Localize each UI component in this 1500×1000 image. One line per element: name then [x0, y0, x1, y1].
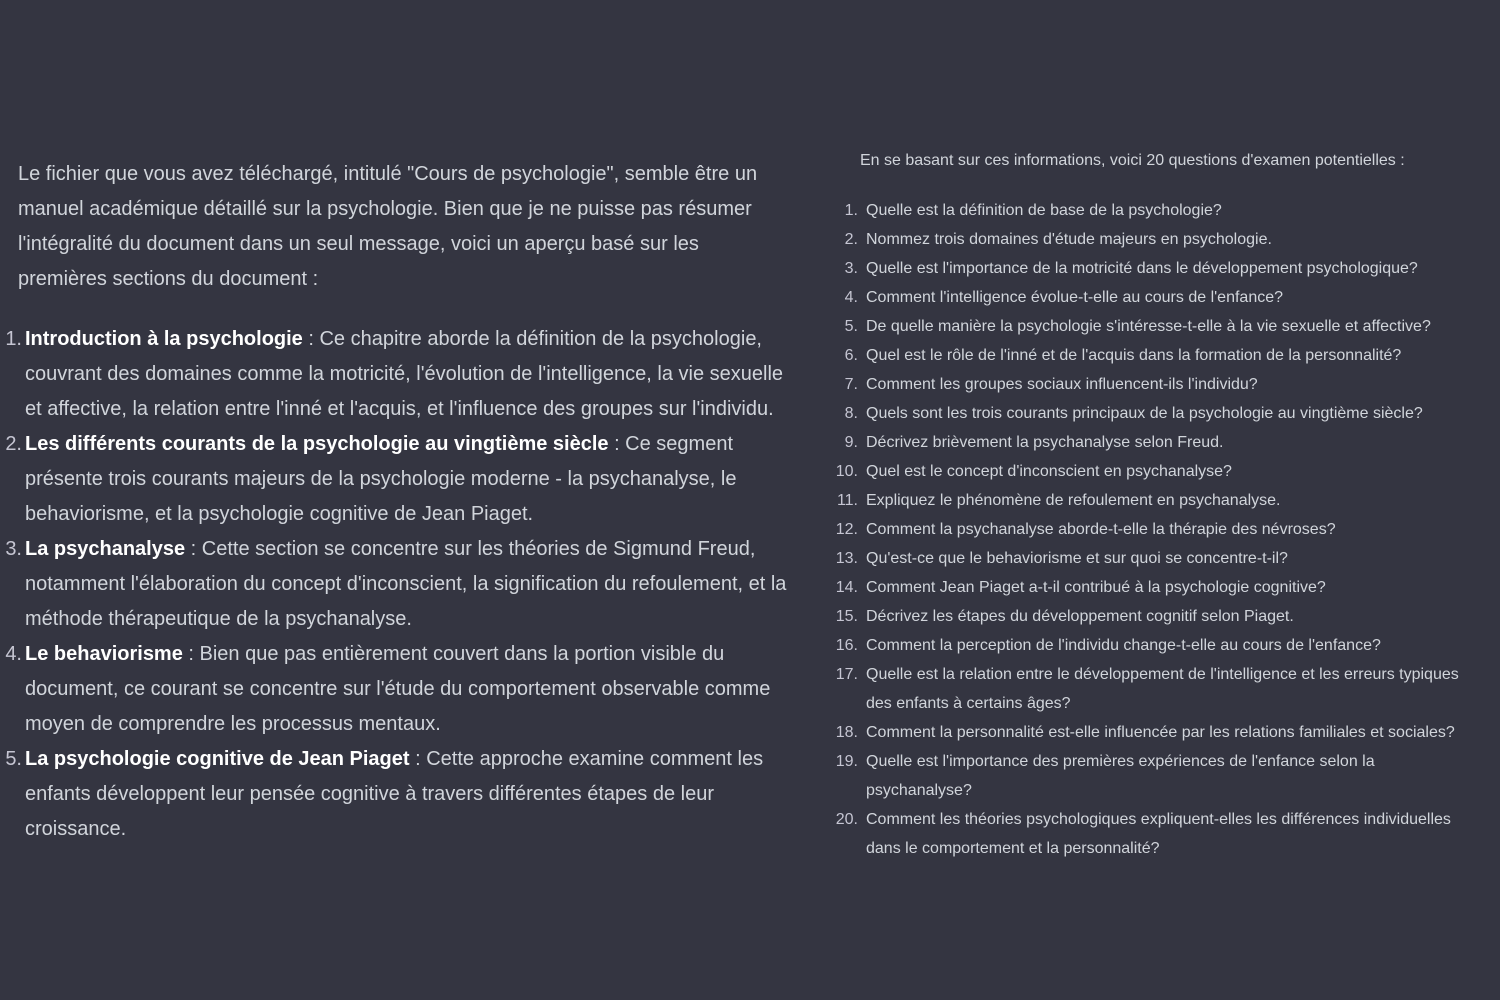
question-item [832, 312, 1482, 341]
question-text: Qu'est-ce que le behaviorisme et sur quoi se concentre-t-il? [866, 550, 1288, 567]
question-item [832, 196, 1482, 225]
question-item [832, 370, 1482, 399]
question-text: Comment la personnalité est-elle influencée par les relations familiales et sociales? [866, 724, 1455, 741]
question-text: Quelle est la relation entre le développement de l'intelligence et les erreurs typiques des enfants à certains âges? [866, 666, 1459, 712]
summary-intro: Le fichier que vous avez téléchargé, intitulé "Cours de psychologie", semble être un manuel académique détaillé sur la psychologie. Bien que je ne puisse pas résumer l'intégralité du document dans un seul message, voici un aperçu basé sur les premières sections du document : [18, 163, 758, 290]
summary-item-number: 2. [5, 433, 22, 455]
question-number: 6. [844, 347, 858, 364]
question-text: De quelle manière la psychologie s'intéresse-t-elle à la vie sexuelle et affective? [866, 318, 1431, 335]
question-item [832, 544, 1482, 573]
question-item [832, 602, 1482, 631]
question-number: 8. [844, 405, 858, 422]
summary-item-title: Introduction à la psychologie [25, 328, 303, 350]
question-item [832, 341, 1482, 370]
question-number: 9. [844, 434, 858, 451]
question-text: Décrivez les étapes du développement cognitif selon Piaget. [866, 608, 1294, 625]
question-number: 13. [835, 550, 858, 567]
question-text: Nommez trois domaines d'étude majeurs en psychologie. [866, 231, 1272, 248]
summary-item [5, 742, 793, 847]
question-item [832, 805, 1482, 863]
question-text: Comment la psychanalyse aborde-t-elle la thérapie des névroses? [866, 521, 1336, 538]
question-number: 16. [835, 637, 858, 654]
question-text: Quelle est la définition de base de la psychologie? [866, 202, 1222, 219]
question-number: 18. [835, 724, 858, 741]
question-item [832, 747, 1482, 805]
summary-item-text: : Bien que pas entièrement couvert dans la portion visible du document, ce courant se concentre sur l'étude du comportement observable comme moyen de comprendre les processus mentaux. [25, 643, 771, 735]
question-number: 19. [835, 753, 858, 770]
summary-item-number: 3. [5, 538, 22, 560]
question-text: Comment Jean Piaget a-t-il contribué à la psychologie cognitive? [866, 579, 1326, 596]
questions-message [832, 146, 1482, 863]
question-number: 12. [835, 521, 858, 538]
question-number: 20. [835, 811, 858, 828]
question-text: Quels sont les trois courants principaux de la psychologie au vingtième siècle? [866, 405, 1423, 422]
question-number: 2. [844, 231, 858, 248]
question-number: 17. [835, 666, 858, 683]
question-item [832, 457, 1482, 486]
questions-list [832, 196, 1482, 863]
question-text: Quel est le concept d'inconscient en psychanalyse? [866, 463, 1232, 480]
question-item [832, 660, 1482, 718]
questions-intro: En se basant sur ces informations, voici 20 questions d'examen potentielles : [860, 152, 1405, 169]
question-number: 3. [844, 260, 858, 277]
summary-item [5, 637, 793, 742]
question-item [832, 225, 1482, 254]
question-number: 1. [844, 202, 858, 219]
summary-item-title: Les différents courants de la psychologie au vingtième siècle [25, 433, 609, 455]
question-item [832, 573, 1482, 602]
question-item [832, 399, 1482, 428]
question-number: 7. [844, 376, 858, 393]
summary-item-text: : Cette approche examine comment les enfants développent leur pensée cognitive à travers différentes étapes de leur croissance. [25, 748, 764, 840]
summary-item [5, 427, 793, 532]
question-item [832, 486, 1482, 515]
question-text: Quel est le rôle de l'inné et de l'acquis dans la formation de la personnalité? [866, 347, 1402, 364]
question-item [832, 631, 1482, 660]
summary-item-text: : Ce chapitre aborde la définition de la psychologie, couvrant des domaines comme la motricité, l'évolution de l'intelligence, la vie sexuelle et affective, la relation entre l'inné et l'acquis, et l'influence des groupes sur l'individu. [25, 328, 784, 420]
question-item [832, 283, 1482, 312]
question-text: Comment les théories psychologiques expliquent-elles les différences individuelles dans le comportement et la personnalité? [866, 811, 1451, 857]
question-text: Quelle est l'importance de la motricité dans le développement psychologique? [866, 260, 1418, 277]
summary-item-title: La psychologie cognitive de Jean Piaget [25, 748, 410, 770]
summary-item-number: 4. [5, 643, 22, 665]
summary-message [5, 157, 793, 847]
summary-item [5, 532, 793, 637]
question-text: Comment l'intelligence évolue-t-elle au cours de l'enfance? [866, 289, 1284, 306]
question-text: Expliquez le phénomène de refoulement en psychanalyse. [866, 492, 1281, 509]
summary-item-number: 5. [5, 748, 22, 770]
summary-item-title: Le behaviorisme [25, 643, 183, 665]
question-text: Quelle est l'importance des premières expériences de l'enfance selon la psychanalyse? [866, 753, 1375, 799]
question-text: Décrivez brièvement la psychanalyse selon Freud. [866, 434, 1224, 451]
question-number: 14. [835, 579, 858, 596]
summary-item-number: 1. [5, 328, 22, 350]
question-number: 4. [844, 289, 858, 306]
question-text: Comment la perception de l'individu change-t-elle au cours de l'enfance? [866, 637, 1381, 654]
question-item [832, 515, 1482, 544]
question-item [832, 718, 1482, 747]
question-number: 15. [835, 608, 858, 625]
summary-item-title: La psychanalyse [25, 538, 186, 560]
summary-list [5, 322, 793, 847]
summary-item [5, 322, 793, 427]
question-item [832, 428, 1482, 457]
question-number: 10. [835, 463, 858, 480]
question-number: 5. [844, 318, 858, 335]
question-text: Comment les groupes sociaux influencent-ils l'individu? [866, 376, 1258, 393]
question-item [832, 254, 1482, 283]
summary-item-text: : Ce segment présente trois courants majeurs de la psychologie moderne - la psychanalyse, le behaviorisme, et la psychologie cognitive de Jean Piaget. [25, 433, 737, 525]
question-number: 11. [836, 492, 858, 509]
summary-item-text: : Cette section se concentre sur les théories de Sigmund Freud, notamment l'élaboration du concept d'inconscient, la signification du refoulement, et la méthode thérapeutique de la psychanalyse. [25, 538, 787, 630]
